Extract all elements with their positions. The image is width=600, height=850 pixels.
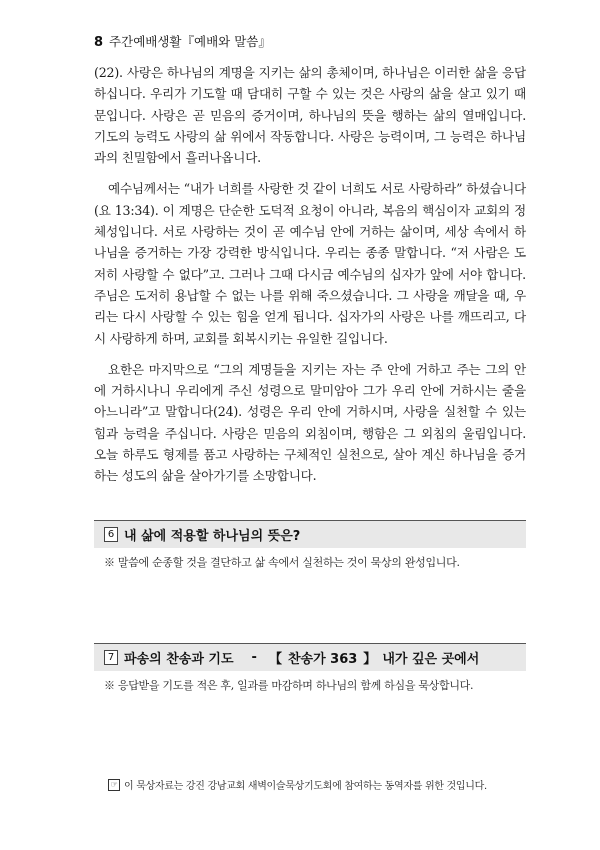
paragraph-1: (22). 사랑은 하나님의 계명을 지키는 삶의 총체이며, 하나님은 이러한 삶을 응답하십니다. 우리가 기도할 때 담대히 구할 수 있는 것은 사랑의 삶을 살고 있기 때문입니다. 사랑은 곧 믿음의 증거이며, 하나님의 뜻을 행하는 삶의 열매입니다. 기도의 능력도 사랑의 삶 위에서 작동합니다. 사랑은 능력이며, 그 능력은 하나님과의 친밀함에서 흘러나옵니다. — [94, 65, 526, 166]
paragraph-3: 요한은 마지막으로 “그의 계명들을 지키는 자는 주 안에 거하고 주는 그의 안에 거하시나니 우리에게 주신 성령으로 말미암아 그가 우리 안에 거하시는 줄을 아느니라”고 말합니다(24). 성령은 우리 안에 거하시며, 사랑을 실천할 수 있는 힘과 능력을 주십니다. 사랑은 믿음의 외침이며, 행함은 그 외침의 울림입니다. 오늘 하루도 형제를 품고 사랑하는 구체적인 실천으로, 살아 계신 하나님을 증거하는 성도의 삶을 살아가기를 소망합니다. — [94, 361, 526, 484]
section-6-header — [94, 520, 526, 548]
section-7-note: ※ 응답받을 기도를 적은 후, 일과를 마감하며 하나님의 함께 하심을 묵상합니다. — [104, 679, 474, 692]
publication-title: 주간예배생활『예배와 말씀』 — [109, 34, 271, 49]
page-header — [94, 32, 271, 50]
section-7-title: 파송의 찬송과 기도 — [124, 652, 234, 667]
section-7-number: 7 — [104, 650, 118, 665]
section-6-note: ※ 말씀에 순종할 것을 결단하고 삶 속에서 실천하는 것이 묵상의 완성입니다. — [104, 556, 460, 569]
hymn-bracket-open: 【 — [268, 652, 282, 667]
pointing-hand-icon: ☞ — [108, 779, 120, 791]
section-sending — [94, 643, 526, 693]
paragraph-2: 예수님께서는 “내가 너희를 사랑한 것 같이 너희도 서로 사랑하라” 하셨습니다(요 13:34). 이 계명은 단순한 도덕적 요청이 아니라, 복음의 핵심이자 교회의 정체성입니다. 서로 사랑하는 것이 곧 예수님 안에 거하는 삶이며, 세상 속에서 하나님을 증거하는 가장 강력한 방식입니다. 우리는 종종 말합니다. “저 사람은 도저히 사랑할 수 없다”고. 그러나 그때 다시금 예수님의 십자가 앞에 서야 합니다. 주님은 도저히 용납할 수 없는 나를 위해 죽으셨습니다. 그 사랑을 깨달을 때, 우리는 다시 사랑할 수 있는 힘을 얻게 됩니다. 십자가의 사랑은 나를 깨뜨리고, 다시 사랑하게 하며, 교회를 회복시키는 유일한 길입니다. — [94, 181, 526, 346]
page-number: 8 — [94, 35, 104, 50]
footer — [108, 777, 487, 792]
footer-text: 이 묵상자료는 강진 강남교회 새벽이슬묵상기도회에 참여하는 동역자를 위한 것입니다. — [124, 781, 487, 792]
section-7-header — [94, 643, 526, 671]
section-apply — [94, 520, 526, 570]
hymn-number: 찬송가 363 — [287, 652, 358, 667]
hymn-title: 내가 깊은 곳에서 — [382, 652, 480, 667]
sermon-body — [94, 62, 526, 497]
section-6-number: 6 — [104, 527, 118, 542]
section-6-title: 내 삶에 적용할 하나님의 뜻은? — [124, 529, 301, 544]
hymn-bracket-close: 】 — [363, 652, 377, 667]
title-dash: - — [251, 650, 257, 665]
